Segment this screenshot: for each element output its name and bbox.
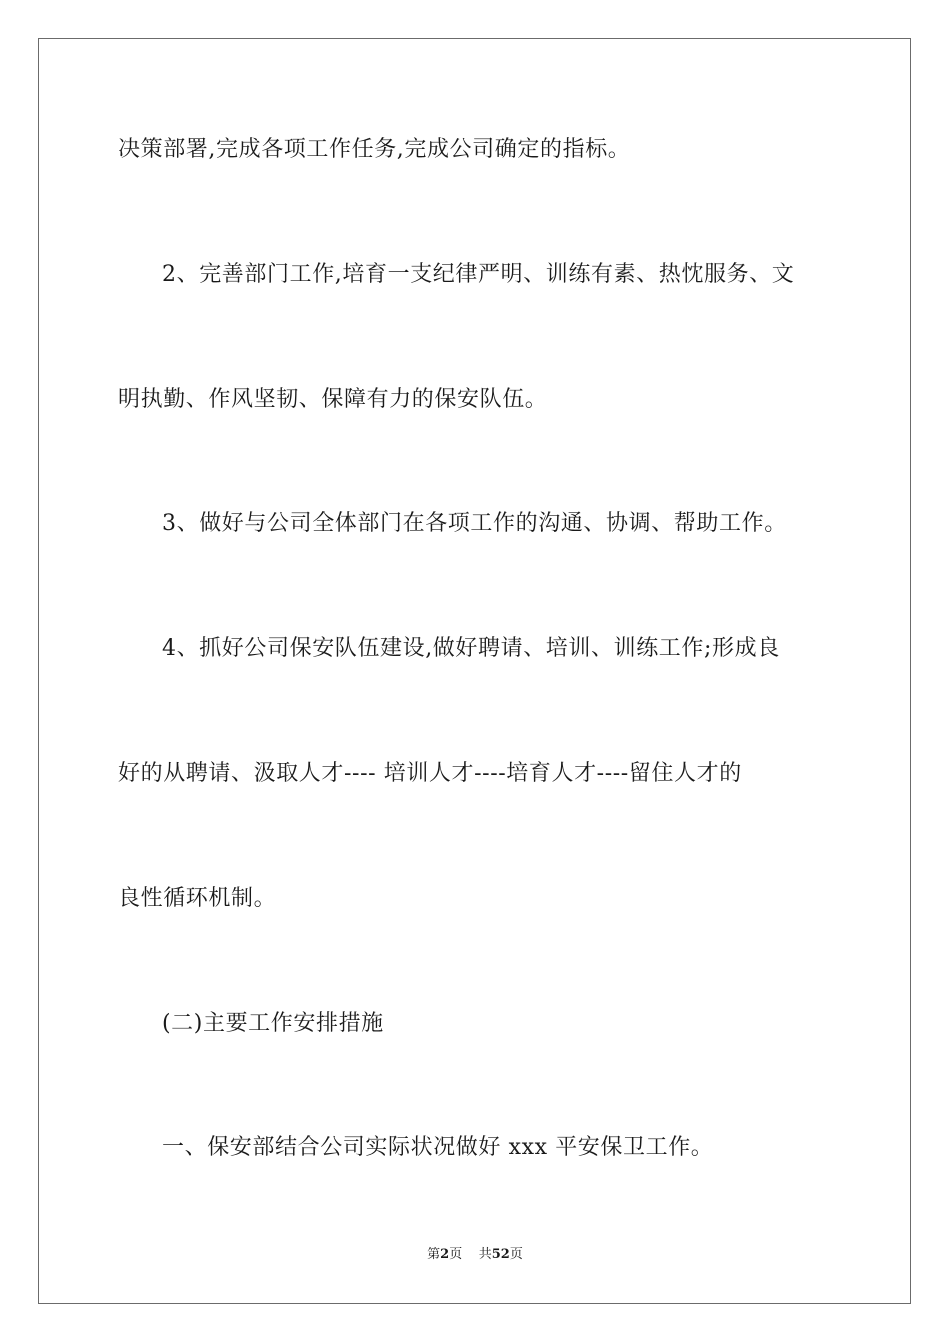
footer-page-suffix: 页 [449,1247,463,1262]
page-border [38,38,911,1304]
footer-total-suffix: 页 [509,1247,523,1262]
paragraph-line-9: 一、保安部结合公司实际状况做好 xxx 平安保卫工作。 [162,1135,714,1160]
paragraph-line-5: 4、抓好公司保安队伍建设,做好聘请、培训、训练工作;形成良 [162,636,780,661]
section-heading: (二)主要工作安排措施 [162,1011,384,1036]
footer-page-number: 2 [440,1247,450,1262]
footer-total-prefix: 共 [478,1247,492,1262]
paragraph-line-4: 3、做好与公司全体部门在各项工作的沟通、协调、帮助工作。 [162,511,787,536]
footer-total-pages: 52 [491,1247,510,1262]
page-footer [0,1247,950,1263]
paragraph-line-6: 好的从聘请、汲取人才---- 培训人才----培育人才----留住人才的 [118,761,742,786]
paragraph-line-1: 决策部署,完成各项工作任务,完成公司确定的指标。 [118,137,631,162]
paragraph-line-7: 良性循环机制。 [118,886,277,911]
paragraph-line-2: 2、完善部门工作,培育一支纪律严明、训练有素、热忱服务、文 [162,262,795,287]
paragraph-line-3: 明执勤、作风坚韧、保障有力的保安队伍。 [118,387,548,412]
footer-page-prefix: 第 [427,1247,441,1262]
